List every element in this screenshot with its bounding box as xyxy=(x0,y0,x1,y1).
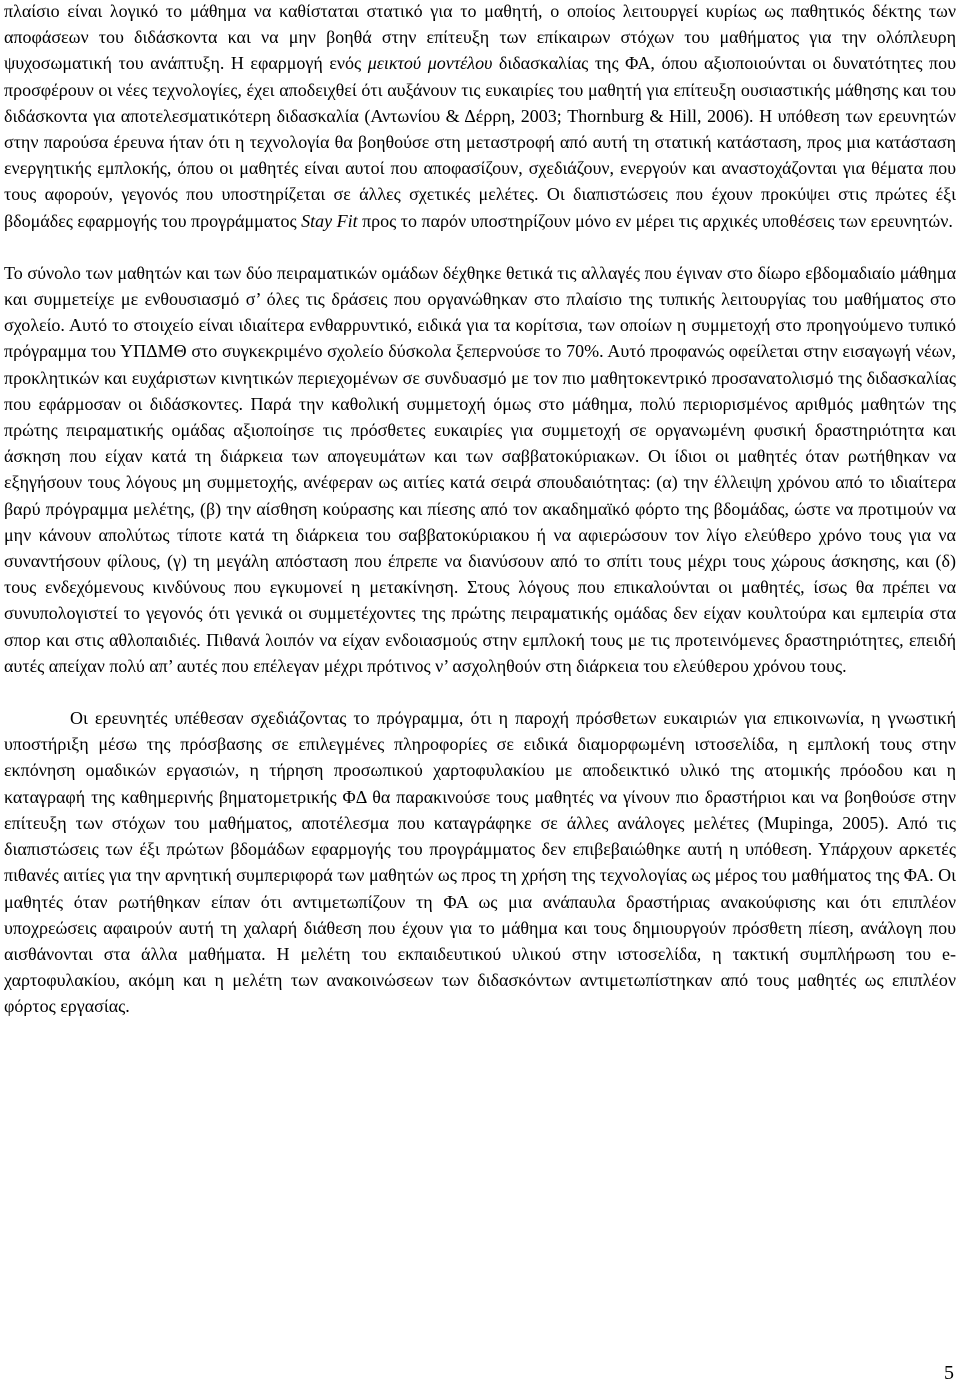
paragraph-text: Το σύνολο των μαθητών και των δύο πειραματικών ομάδων δέχθηκε θετικά τις αλλαγές που έγιναν στο δίωρο εβδομαδιαίο μάθημα και συμμετείχε με ενθουσιασμό σ’ όλες τις δράσεις που οργανώθηκαν στο πλαίσιο της τυπικής λειτουργίας του μαθήματος στο σχολείο. Αυτό το στοιχείο είναι ιδιαίτερα ενθαρρυντικό, ειδικά για τα κορίτσια, των οποίων η συμμετοχή στο προηγούμενο τυπικό πρόγραμμα του ΥΠΔΜΘ στο συγκεκριμένο σχολείο δύσκολα ξεπερνούσε το 70%. Αυτό προφανώς οφείλεται στην εισαγωγή νέων, προκλητικών και ευχάριστων κινητικών περιεχομένων σε συνδυασμό με τον πιο μαθητοκεντρικό προσανατολισμό της διδασκαλίας που εφάρμοσαν οι διδάσκοντες. Παρά την καθολική συμμετοχή όμως στο μάθημα, πολύ περιορισμένος αριθμός μαθητών της πρώτης πειραματικής ομάδας αξιοποίησε τις πρόσθετες ευκαιρίες για συμμετοχή σε οργανωμένη φυσική δραστηριότητα και άσκηση που είχαν κατά τη διάρκεια των απογευμάτων και των σαββατοκύριακων. Οι ίδιοι οι μαθητές όταν ρωτήθηκαν να εξηγήσουν τους λόγους μη συμμετοχής, ανέφεραν ως αιτίες κατά σειρά σπουδαιότητας: (α) την έλλειψη χρόνου από το ιδιαίτερα βαρύ πρόγραμμα μελέτης, (β) την αίσθηση κούρασης και πίεσης από τον ακαδημαϊκό φόρτο της βδομάδας, ώστε να προτιμούν να μην κάνουν απολύτως τίποτε κατά τη διάρκεια του σαββατοκύριακου ή να αφιερώσουν τον λίγο ελεύθερο χρόνο τους για να συναντήσουν φίλους, (γ) τη μεγάλη απόσταση που έπρεπε να διανύσουν από το σπίτι τους μέχρι τους χώρους άσκησης, και (δ) τους ενδεχόμενους κινδύνους που εγκυμονεί η μετακίνηση. Στους λόγους που επικαλούνται οι μαθητές, ίσως θα πρέπει να συνυπολογιστεί το γεγονός ότι γενικά οι συμμετέχοντες της πρώτης πειραματικής ομάδας δεν είχαν κουλτούρα και εμπειρία στα σπορ και στις αθλοπαιδιές. Πιθανά λοιπόν να είχαν ενδοιασμούς στην εμπλοκή τους με τις προτεινόμενες δραστηριότητες, επειδή αυτές απείχαν πολύ απ’ αυτές που επέλεγαν μέχρι πρότινος ν’ ασχοληθούν στη διάρκεια του ελεύθερου χρόνου τους. xyxy=(4,262,956,676)
paragraph-2 xyxy=(4,260,956,679)
emphasized-text: μεικτού μοντέλου xyxy=(367,53,493,74)
paragraph-1 xyxy=(4,0,956,234)
paragraph-text: διδασκαλίας της ΦΑ, όπου αξιοποιούνται οι δυνατότητες που προσφέρουν οι νέες τεχνολογίες, έχει αποδειχθεί ότι αυξάνουν τις ευκαιρίες του μαθητή για επίτευξη ουσιαστικής μάθησης και του διδάσκοντα για αποτελεσματικότερη διδασκαλία (Αντωνίου & Δέρρη, 2003; Thornburg & Hill, 2006). Η υπόθεση των ερευνητών στην παρούσα έρευνα ήταν ότι η τεχνολογία θα βοηθούσε στη μεταστροφή από αυτή τη στατική κατάσταση, προς μια κατάσταση ενεργητικής εμπλοκής, όπου οι μαθητές είναι αυτοί που αποφασίζουν, σχεδιάζουν, ενεργούν και αναστοχάζονται για θέματα που τους αφορούν, γεγονός που υποστηρίζεται σε άλλες σχετικές μελέτες. Οι διαπιστώσεις που έχουν προκύψει στις πρώτες έξι βδομάδες εφαρμογής του προγράμματος xyxy=(4,53,957,231)
paragraph-text: προς το παρόν υποστηρίζουν μόνο εν μέρει τις αρχικές υποθέσεις των ερευνητών. xyxy=(357,210,953,231)
paragraph-text: πλαίσιο είναι λογικό το μάθημα να καθίσταται στατικό για το μαθητή, ο οποίος λειτουργεί κυρίως ως παθητικός δέκτης των αποφάσεων του διδάσκοντα και να μην βοηθά στην επίτευξη των επίκαιρων στόχων του μαθήματος για την ολόπλευρη ψυχοσωματική του ανάπτυξη. Η εφαρμογή ενός xyxy=(4,1,956,74)
emphasized-text: Stay Fit xyxy=(301,210,358,231)
page-number: 5 xyxy=(944,1362,954,1384)
paragraph-3 xyxy=(4,705,956,1019)
paragraph-text: Οι ερευνητές υπέθεσαν σχεδιάζοντας το πρόγραμμα, ότι η παροχή πρόσθετων ευκαιριών για επικοινωνία, η γνωστική υποστήριξη μέσω της πρόσβασης σε επιλεγμένες πληροφορίες σε ειδικά διαμορφωμένη ιστοσελίδα, η εμπλοκή τους στην εκπόνηση ομαδικών εργασιών, η τήρηση προσωπικού χαρτοφυλακίου με αποδεικτικό υλικό της ατομικής πρόοδου και η καταγραφή της καθημερινής βηματομετρικής ΦΔ θα παρακινούσε τους μαθητές να γίνουν πιο δραστήριοι και να βοηθούσε στην επίτευξη των στόχων του μαθήματος, αποτέλεσμα που καταγράφηκε σε άλλες ανάλογες μελέτες (Mupinga, 2005). Από τις διαπιστώσεις των έξι πρώτων βδομάδων εφαρμογής του προγράμματος δεν επιβεβαιώθηκε αυτή η υπόθεση. Υπάρχουν αρκετές πιθανές αιτίες για την αρνητική συμπεριφορά των μαθητών ως προς τη χρήση της τεχνολογίας ως μέρος του μαθήματος της ΦΑ. Οι μαθητές όταν ρωτήθηκαν είπαν ότι αντιμετωπίζουν τη ΦΑ ως μια ανάπαυλα δραστήριας ανακούφισης και ότι επιπλέον υποχρεώσεις αφαιρούν αυτή τη χαλαρή διάθεση που έχουν για το μάθημα και τους δημιουργούν πρόσθετη πίεση, ανάλογη που αισθάνονται στα άλλα μαθήματα. Η μελέτη του εκπαιδευτικού υλικού στην ιστοσελίδα, η τακτική συμπλήρωση του e-χαρτοφυλακίου, ακόμη και η μελέτη των ανακοινώσεων των διδασκόντων αντιμετωπίστηκαν από τους μαθητές ως επιπλέον φόρτος εργασίας. xyxy=(4,708,956,1017)
